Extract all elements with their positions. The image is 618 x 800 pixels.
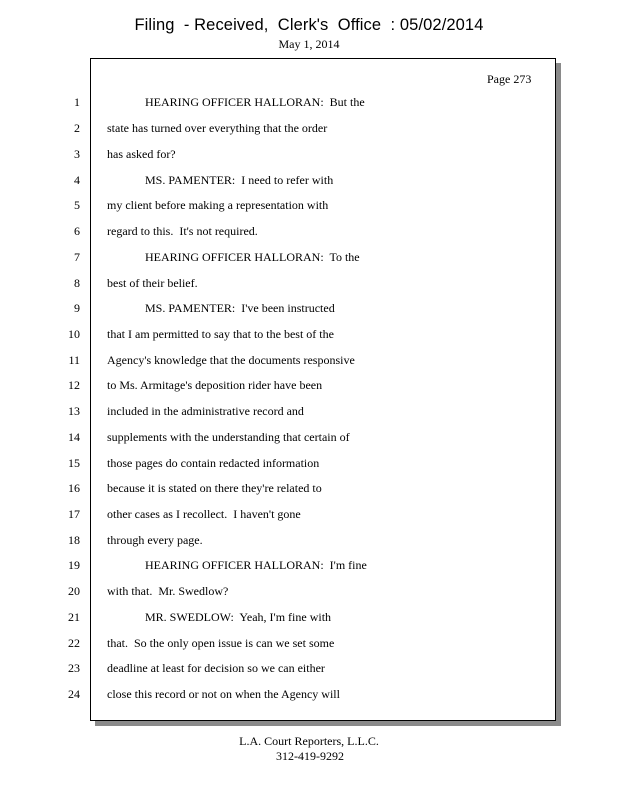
line-number: 22 <box>68 636 80 650</box>
line-text: because it is stated on there they're related to <box>107 481 322 495</box>
line-text: MS. PAMENTER: I've been instructed <box>145 301 335 315</box>
line-text: has asked for? <box>107 147 176 161</box>
line-number: 8 <box>74 276 80 290</box>
line-number: 19 <box>68 558 80 572</box>
line-text: that I am permitted to say that to the best of the <box>107 327 334 341</box>
line-text: included in the administrative record and <box>107 404 304 418</box>
line-number: 5 <box>74 198 80 212</box>
line-text: close this record or not on when the Agency will <box>107 687 340 701</box>
line-number: 16 <box>68 481 80 495</box>
line-number: 6 <box>74 224 80 238</box>
line-number: 18 <box>68 533 80 547</box>
line-text: regard to this. It's not required. <box>107 224 258 238</box>
line-number: 1 <box>74 95 80 109</box>
line-number: 12 <box>68 378 80 392</box>
line-text: to Ms. Armitage's deposition rider have been <box>107 378 323 392</box>
line-text: Agency's knowledge that the documents responsive <box>107 353 355 367</box>
line-number: 9 <box>74 301 80 315</box>
line-number: 2 <box>74 121 80 135</box>
line-text: other cases as I recollect. I haven't gone <box>107 507 301 521</box>
line-text: MR. SWEDLOW: Yeah, I'm fine with <box>145 610 332 624</box>
line-number: 13 <box>68 404 80 418</box>
line-text: HEARING OFFICER HALLORAN: But the <box>145 95 365 109</box>
line-number: 23 <box>68 661 80 675</box>
line-number: 4 <box>74 173 80 187</box>
line-text: my client before making a representation with <box>107 198 329 212</box>
reporter-phone: 312-419-9292 <box>276 749 344 763</box>
transcript-date: May 1, 2014 <box>278 37 340 51</box>
page-number: Page 273 <box>487 72 532 86</box>
line-text: supplements with the understanding that certain of <box>107 430 350 444</box>
line-text: those pages do contain redacted information <box>107 456 320 470</box>
line-number: 24 <box>68 687 80 701</box>
line-number: 15 <box>68 456 80 470</box>
line-number: 11 <box>68 353 80 367</box>
line-number: 14 <box>68 430 80 444</box>
line-text: through every page. <box>107 533 203 547</box>
line-text: with that. Mr. Swedlow? <box>107 584 229 598</box>
line-number: 10 <box>68 327 80 341</box>
line-number: 20 <box>68 584 80 598</box>
line-text: MS. PAMENTER: I need to refer with <box>145 173 334 187</box>
line-number: 21 <box>68 610 80 624</box>
filing-stamp: Filing - Received, Clerk's Office : 05/02/2014 <box>134 16 484 34</box>
line-number: 17 <box>68 507 80 521</box>
line-text: best of their belief. <box>107 276 198 290</box>
line-text: deadline at least for decision so we can either <box>107 661 325 675</box>
line-text: HEARING OFFICER HALLORAN: I'm fine <box>145 558 367 572</box>
line-text: that. So the only open issue is can we set some <box>107 636 335 650</box>
reporter-company: L.A. Court Reporters, L.L.C. <box>239 734 379 748</box>
line-text: state has turned over everything that the order <box>107 121 328 135</box>
line-number: 7 <box>74 250 80 264</box>
line-text: HEARING OFFICER HALLORAN: To the <box>145 250 360 264</box>
line-number: 3 <box>74 147 80 161</box>
